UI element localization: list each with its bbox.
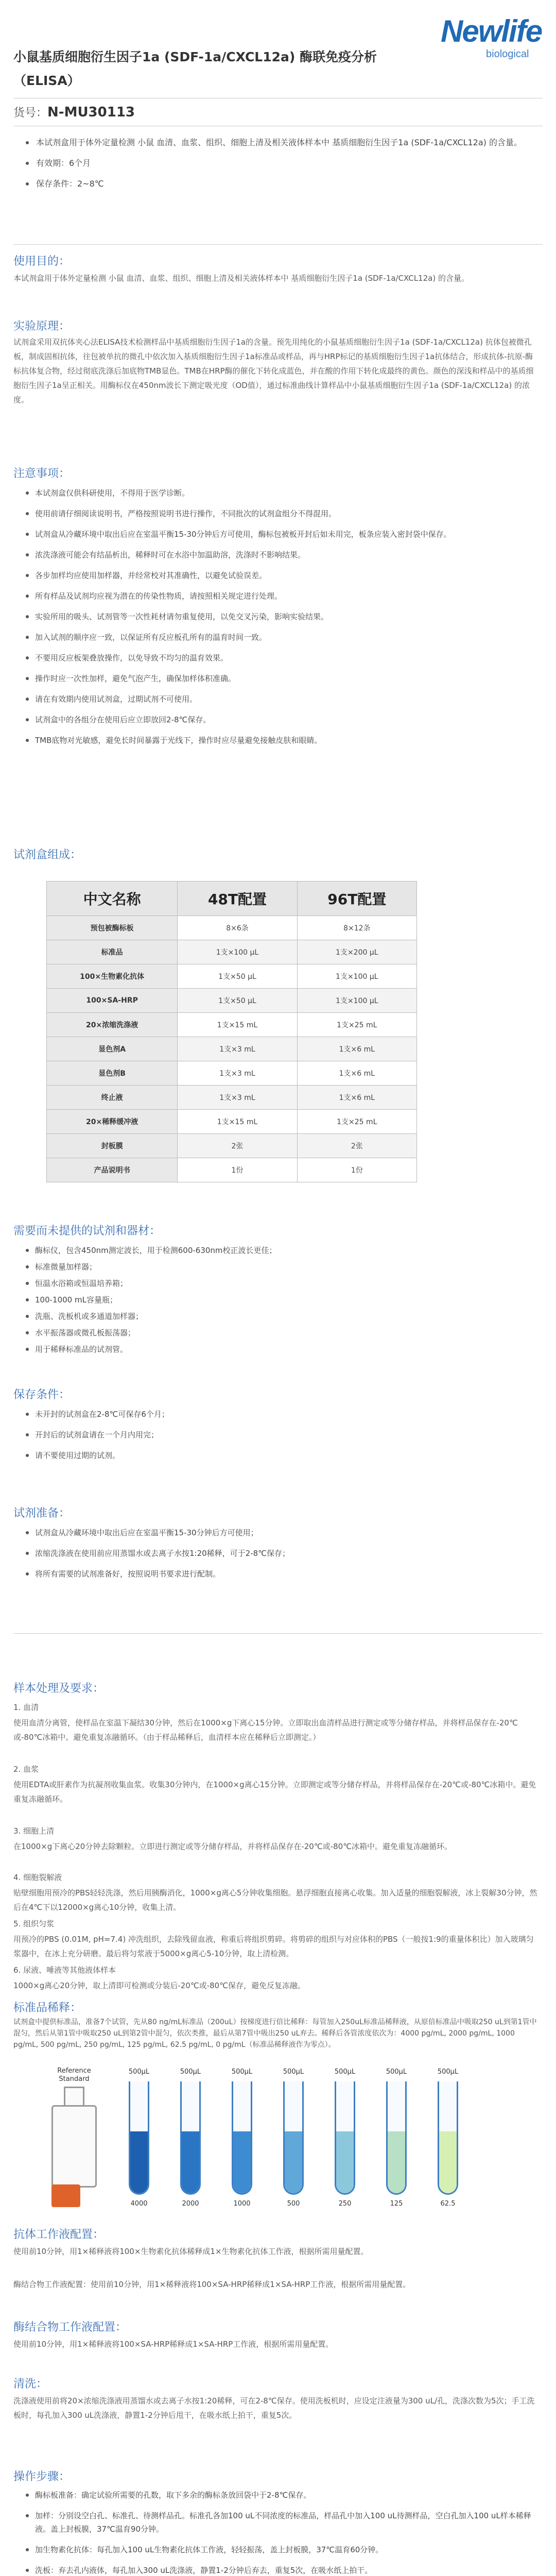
section-antibody-title: 抗体工作液配置： xyxy=(13,2228,105,2241)
concentration-label: 500 xyxy=(287,2200,300,2208)
equipment-item: 用于稀释标准品的试剂管。 xyxy=(24,1343,538,1356)
table-row xyxy=(47,1158,417,1182)
component-spec-cell: 1支×6 mL xyxy=(297,1037,416,1061)
procedure-step: 洗板：弃去孔内液体，每孔加入300 uL洗涤液，静置1-2分钟后弃去，重复5次，在吸水纸上拍干。 xyxy=(24,2564,538,2576)
summary-item: 本试剂盒用于体外定量检测 小鼠 血清、血浆、组织、细胞上清及相关液体样本中 基质细胞衍生因子1a (SDF-1a/CXCL12a) 的含量。 xyxy=(24,135,538,150)
table-header-cell: 96T配置 xyxy=(297,882,416,916)
procedure-step: 加样：分别设空白孔、标准孔、待测样品孔。标准孔各加100 uL不同浓度的标准品，样品孔中加入100 uL待测样品，空白孔加入100 uL样本稀释液。盖上封板膜，37℃温育90分钟。 xyxy=(24,2509,538,2536)
component-name-cell: 100×SA-HRP xyxy=(47,989,178,1013)
storage-item: 请不要使用过期的试剂。 xyxy=(24,1449,538,1462)
section-standard-title: 标准品稀释： xyxy=(13,2002,82,2014)
transfer-volume-label: 500μL xyxy=(334,2068,356,2076)
table-row xyxy=(47,1086,417,1110)
section-usage-text: 本试剂盒用于体外定量检测 小鼠 血清、血浆、组织、细胞上清及相关液体样本中 基质细胞衍生因子1a (SDF-1a/CXCL12a) 的含量。 xyxy=(13,274,469,283)
table-row xyxy=(47,1037,417,1061)
divider xyxy=(13,244,543,245)
sample-text-4: 使用EDTA或肝素作为抗凝剂收集血浆。收集30分钟内，在1000×g离心15分钟。立即测定或等分储存样品，并将样品保存在-20℃或-80℃冰箱中。避免重复冻融循环。 xyxy=(13,1780,536,1804)
sample-text-9: 5. 组织匀浆 xyxy=(13,1919,55,1928)
component-spec-cell: 1支×3 mL xyxy=(178,1037,297,1061)
product-code xyxy=(13,104,135,120)
equipment-item: 恒温水浴箱或恒温培养箱； xyxy=(24,1277,538,1290)
summary-item: 有效期：6个月 xyxy=(24,156,538,171)
transfer-volume-label: 500μL xyxy=(437,2068,459,2076)
notice-item: 试剂盒中的各组分在使用后应立即放回2-8℃保存。 xyxy=(24,713,538,726)
procedure-step: 酶标板准备：确定试验所需要的孔数，取下多余的酶标条放回袋中于2-8℃保存。 xyxy=(24,2488,538,2502)
table-row xyxy=(47,1110,417,1134)
table-row xyxy=(47,916,417,940)
component-spec-cell: 8×6条 xyxy=(178,916,297,940)
component-spec-cell: 1支×3 mL xyxy=(178,1061,297,1086)
prep-list xyxy=(24,1526,538,1588)
concentration-label: 2000 xyxy=(182,2200,199,2208)
component-name-cell: 终止液 xyxy=(47,1086,178,1110)
summary-item: 保存条件：2~8℃ xyxy=(24,176,538,192)
antibody-text-2: 酶结合物工作液配置：使用前10分钟，用1×稀释液将100×SA-HRP稀释成1×SA-HRP工作液，根据所需用量配置。 xyxy=(13,2280,411,2289)
sample-text-3: 2. 血浆 xyxy=(13,1765,39,1774)
tube-liquid xyxy=(130,2131,148,2193)
component-name-cell: 100×生物素化抗体 xyxy=(47,964,178,989)
tube-body xyxy=(283,2081,304,2195)
concentration-label: 1000 xyxy=(233,2200,251,2208)
sample-text-6: 在1000×g下离心20分钟去除颗粒。立即进行测定或等分储存样品，并将样品保存在-20℃或-80℃冰箱中。避免重复冻融循环。 xyxy=(13,1842,453,1851)
logo-text: Newlife xyxy=(441,14,542,48)
notice-item: 所有样品及试剂均应视为潜在的传染性物质，请按照相关规定进行处理。 xyxy=(24,589,538,603)
prep-item: 试剂盒从冷藏环境中取出后应在室温平衡15-30分钟后方可使用； xyxy=(24,1526,538,1539)
component-spec-cell: 1支×25 mL xyxy=(297,1110,416,1134)
tube-liquid xyxy=(388,2131,405,2193)
tube-body xyxy=(129,2081,149,2195)
transfer-volume-label: 500μL xyxy=(283,2068,304,2076)
concentration-label: 4000 xyxy=(130,2200,148,2208)
component-spec-cell: 1支×15 mL xyxy=(178,1110,297,1134)
component-spec-cell: 1支×200 μL xyxy=(297,940,416,964)
component-spec-cell: 1支×100 μL xyxy=(297,964,416,989)
bottle-neck xyxy=(64,2087,84,2107)
tube-liquid xyxy=(439,2131,457,2193)
hrp-text: 使用前10分钟，用1×稀释液将100×SA-HRP稀释成1×SA-HRP工作液，根据所需用量配置。 xyxy=(13,2340,334,2349)
antibody-text: 使用前10分钟，用1×稀释液将100×生物素化抗体稀释成1×生物素化抗体工作液，根据所需用量配置。 xyxy=(13,2247,369,2256)
storage-item: 开封后的试剂盒请在一个月内用完； xyxy=(24,1428,538,1442)
sample-text-12: 1000×g离心20分钟，取上清即可检测或分装后-20℃或-80℃保存，避免反复冻融。 xyxy=(13,1981,306,1990)
table-row xyxy=(47,1013,417,1037)
sample-text-5: 3. 细胞上清 xyxy=(13,1826,55,1836)
section-prep-title: 试剂准备： xyxy=(13,1507,71,1520)
concentration-label: 62.5 xyxy=(440,2200,456,2208)
prep-item: 浓缩洗涤液在使用前应用蒸馏水或去离子水按1:20稀释，可于2-8℃保存； xyxy=(24,1547,538,1560)
table-row xyxy=(47,940,417,964)
table-header-row xyxy=(47,882,417,916)
company-logo xyxy=(425,13,542,62)
concentration-label: 250 xyxy=(338,2200,352,2208)
component-name-cell: 封板膜 xyxy=(47,1134,178,1158)
notice-item: TMB底物对光敏感，避免长时间暴露于光线下，操作时应尽量避免接触皮肤和眼睛。 xyxy=(24,734,538,747)
tube-body xyxy=(180,2081,201,2195)
table-header-cell: 48T配置 xyxy=(178,882,297,916)
component-spec-cell: 1支×3 mL xyxy=(178,1086,297,1110)
notice-item: 不要用反应板架叠放操作，以免导致不均匀的温育效果。 xyxy=(24,651,538,665)
component-spec-cell: 1支×100 μL xyxy=(178,940,297,964)
product-code-value: N-MU30113 xyxy=(47,105,135,120)
component-name-cell: 20×稀释缓冲液 xyxy=(47,1110,178,1134)
bottle-body xyxy=(51,2105,97,2188)
component-name-cell: 20×浓缩洗涤液 xyxy=(47,1013,178,1037)
tube-body xyxy=(232,2081,252,2195)
section-procedure-title: 操作步骤： xyxy=(13,2470,71,2483)
tube-body xyxy=(386,2081,407,2195)
equipment-item: 100-1000 mL容量瓶； xyxy=(24,1293,538,1307)
component-spec-cell: 1份 xyxy=(297,1158,416,1182)
notice-item: 浓洗涤液可能会有结晶析出，稀释时可在水浴中加温助溶，洗涤时不影响结果。 xyxy=(24,548,538,562)
equipment-list xyxy=(24,1244,538,1359)
bottle-label: Reference Standard xyxy=(57,2067,91,2083)
notice-item: 加入试剂的顺序应一致，以保证所有反应板孔所有的温育时间一致。 xyxy=(24,631,538,644)
component-spec-cell: 1支×50 μL xyxy=(178,964,297,989)
notice-list xyxy=(24,486,538,754)
procedure-list xyxy=(24,2488,538,2576)
kit-components-table xyxy=(46,881,417,1182)
component-spec-cell: 1支×100 μL xyxy=(297,989,416,1013)
transfer-volume-label: 500μL xyxy=(231,2068,253,2076)
transfer-volume-label: 500μL xyxy=(180,2068,201,2076)
component-spec-cell: 1支×6 mL xyxy=(297,1086,416,1110)
table-row xyxy=(47,1134,417,1158)
section-storage-title: 保存条件： xyxy=(13,1388,71,1401)
page-title: 小鼠基质细胞衍生因子1a (SDF-1a/CXCL12a) 酶联免疫分析（ELISA） xyxy=(13,49,377,88)
section-wash-title: 清洗： xyxy=(13,2378,48,2391)
divider xyxy=(13,1633,543,1634)
equipment-item: 洗瓶、洗板机或多通道加样器； xyxy=(24,1310,538,1323)
section-kit-title: 试剂盒组成： xyxy=(13,849,82,861)
product-code-label: 货号： xyxy=(13,107,48,120)
tube-liquid xyxy=(336,2131,354,2193)
component-spec-cell: 2张 xyxy=(297,1134,416,1158)
dilution-diagram xyxy=(51,2066,505,2236)
storage-item: 未开封的试剂盒在2-8℃可保存6个月； xyxy=(24,1408,538,1421)
table-row xyxy=(47,1061,417,1086)
component-name-cell: 显色剂B xyxy=(47,1061,178,1086)
section-notice-title: 注意事项： xyxy=(13,467,71,480)
sample-text-7: 4. 细胞裂解液 xyxy=(13,1873,62,1882)
prep-item: 将所有需要的试剂准备好，按照说明书要求进行配制。 xyxy=(24,1567,538,1581)
tube-body xyxy=(438,2081,458,2195)
procedure-step: 加生物素化抗体：每孔加入100 uL生物素化抗体工作液，轻轻振荡，盖上封板膜，37℃温育60分钟。 xyxy=(24,2543,538,2556)
section-principle-text: 试剂盒采用双抗体夹心法ELISA技术检测样品中基质细胞衍生因子1a的含量。预先用纯化的小鼠基质细胞衍生因子1a (SDF-1a/CXCL12a) 抗体包被微孔板，制成固相抗体，往包被单抗的微孔中依次加入基质细胞衍生因子1a标准品或样品，再与HRP标记的基质细胞衍生因子1a抗体结合，形成抗体-抗原-酶标抗体复合物，经过彻底洗涤后加底物TMB显色。TMB在HRP酶的催化下转化成蓝色，并在酸的作用下转化成最终的黄色。颜色的深浅和样品中的基质细胞衍生因子1a呈正相关。用酶标仪在450nm波长下测定吸光度（OD值），通过标准曲线计算样品中小鼠基质细胞衍生因子1a (SDF-1a/CXCL12a) 的浓度。 xyxy=(13,337,534,404)
sample-text-2: 使用血清分离管，使样品在室温下凝结30分钟，然后在1000×g下离心15分钟。立即取出血清样品进行测定或等分储存样品，并将样品保存在-20℃或-80℃冰箱中。避免重复冻融循环。（由于样品稀释后，血清样本应在稀释后立即测定。） xyxy=(13,1718,518,1742)
component-name-cell: 产品说明书 xyxy=(47,1158,178,1182)
equipment-item: 水平振荡器或微孔板振荡器； xyxy=(24,1326,538,1340)
tube-body xyxy=(335,2081,355,2195)
equipment-item: 标准微量加样器； xyxy=(24,1260,538,1274)
component-name-cell: 标准品 xyxy=(47,940,178,964)
logo-subtext: biological xyxy=(486,48,529,60)
storage-list xyxy=(24,1408,538,1469)
table-header-cell: 中文名称 xyxy=(47,882,178,916)
component-spec-cell: 1支×6 mL xyxy=(297,1061,416,1086)
notice-item: 本试剂盒仅供科研使用，不得用于医学诊断。 xyxy=(24,486,538,500)
equipment-item: 酶标仪，包含450nm测定波长，用于检测600-630nm校正波长更佳； xyxy=(24,1244,538,1257)
section-principle-title: 实验原理： xyxy=(13,320,71,333)
table-row xyxy=(47,989,417,1013)
concentration-label: 125 xyxy=(390,2200,403,2208)
sample-text-10: 用预冷的PBS (0.01M, pH=7.4) 冲洗组织，去除残留血液，称重后将组织剪碎。将剪碎的组织与对应体积的PBS（一般按1:9的重量体积比）加入玻璃匀浆器中，在冰上充分研磨。最后将匀浆液于5000×g离心5-10分钟，取上清检测。 xyxy=(13,1935,534,1958)
sample-text-8: 贴壁细胞用预冷的PBS轻轻洗涤，然后用胰酶消化，1000×g离心5分钟收集细胞。悬浮细胞直接离心收集。加入适量的细胞裂解液，冰上裂解30分钟，然后在4℃下以12000×g离心10分钟，收集上清。 xyxy=(13,1888,537,1912)
section-hrp-title: 酶结合物工作液配置： xyxy=(13,2321,127,2334)
sample-text-11: 6. 尿液、唾液等其他液体样本 xyxy=(13,1965,116,1975)
wash-text: 洗涤液使用前将20×浓缩洗涤液用蒸馏水或去离子水按1:20稀释，可在2-8℃保存。使用洗板机时，应设定注液量为300 uL/孔，洗涤次数为5次；手工洗板时，每孔加入300 uL洗涤液，静置1-2分钟后甩干，在吸水纸上拍干，重复5次。 xyxy=(13,2396,535,2420)
section-sample-title: 样本处理及要求： xyxy=(13,1682,105,1695)
tube-liquid xyxy=(233,2131,251,2193)
component-spec-cell: 1支×15 mL xyxy=(178,1013,297,1037)
notice-item: 请在有效期内使用试剂盒，过期试剂不可使用。 xyxy=(24,692,538,706)
component-name-cell: 预包被酶标板 xyxy=(47,916,178,940)
component-spec-cell: 1支×50 μL xyxy=(178,989,297,1013)
component-spec-cell: 2张 xyxy=(178,1134,297,1158)
transfer-volume-label: 500μL xyxy=(386,2068,407,2076)
notice-item: 使用前请仔细阅读说明书，严格按照说明书进行操作，不同批次的试剂盒组分不得混用。 xyxy=(24,507,538,520)
summary-list xyxy=(24,135,538,197)
notice-item: 实验所用的吸头、试剂管等一次性耗材请勿重复使用，以免交叉污染，影响实验结果。 xyxy=(24,610,538,623)
section-usage-title: 使用目的： xyxy=(13,255,71,268)
component-name-cell: 显色剂A xyxy=(47,1037,178,1061)
section-equipment-title: 需要而未提供的试剂和器材： xyxy=(13,1225,161,1238)
component-spec-cell: 1份 xyxy=(178,1158,297,1182)
table-row xyxy=(47,964,417,989)
component-spec-cell: 1支×25 mL xyxy=(297,1013,416,1037)
notice-item: 各步加样均应使用加样器，并经常校对其准确性，以避免试验误差。 xyxy=(24,569,538,582)
transfer-volume-label: 500μL xyxy=(128,2068,150,2076)
standard-vial-icon xyxy=(51,2184,80,2207)
tube-liquid xyxy=(182,2131,199,2193)
notice-item: 试剂盒从冷藏环境中取出后应在室温平衡15-30分钟后方可使用，酶标包被板开封后如未用完，板条应装入密封袋中保存。 xyxy=(24,528,538,541)
standard-text: 试剂盒中提供标准品，准备7个试管，先从80 ng/mL标准品（200uL）按梯度进行倍比稀释：每管加入250uL标准品稀释液，从原倍标准品中吸取250 uL到第1管中混匀，然后从第1管中吸取250 uL到第2管中混匀，依次类推，最后从第7管中吸出250 uL弃去。稀释后各管浓度依次为：4000 pg/mL, 2000 pg/mL, 1000 pg/mL, 500 pg/mL, 250 pg/mL, 125 pg/mL, 62.5 pg/mL, 0 pg/mL（标准品稀释液作为零点）。 xyxy=(13,2018,537,2049)
component-spec-cell: 8×12条 xyxy=(297,916,416,940)
tube-liquid xyxy=(285,2131,302,2193)
notice-item: 操作时应一次性加样，避免气泡产生，确保加样体积准确。 xyxy=(24,672,538,685)
sample-text-1: 1. 血清 xyxy=(13,1703,39,1712)
